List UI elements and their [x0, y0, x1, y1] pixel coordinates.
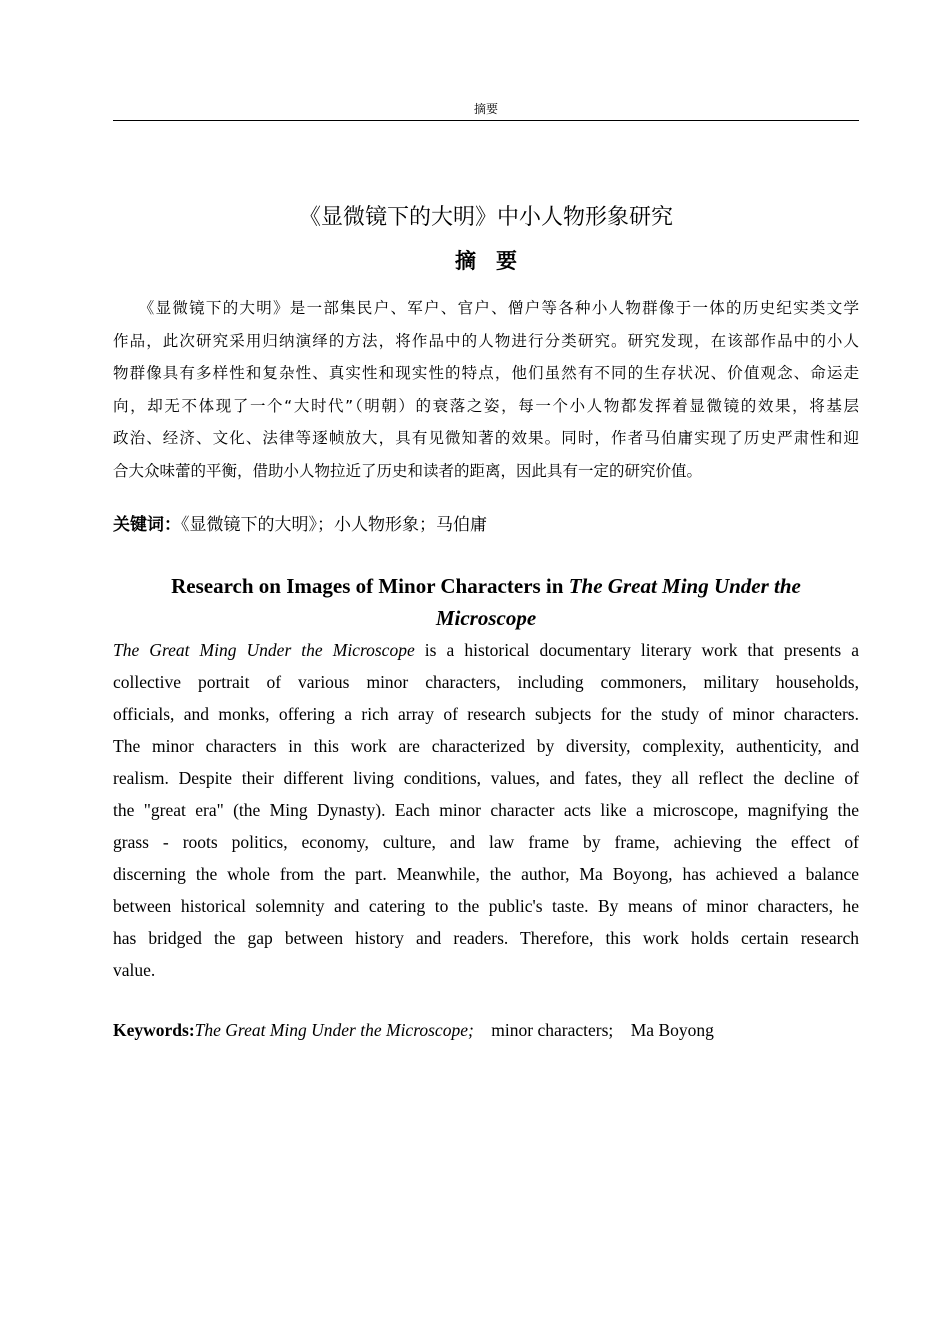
- text-line: [113, 634, 859, 666]
- text-line: 物群像具有多样性和复杂性、真实性和现实性的特点，他们虽然有不同的生存状况、价值观念、命运走: [113, 364, 859, 382]
- text-line: The minor characters in this work are characterized by diversity, complexity, authenticity, and: [113, 736, 859, 756]
- keywords-value: minor characters; Ma Boyong: [473, 1020, 714, 1040]
- text-line: 作品，此次研究采用归纳演绎的方法，将作品中的人物进行分类研究。研究发现，在该部作品中的小人: [113, 331, 859, 350]
- english-abstract-body: [113, 634, 859, 986]
- text-line: discerning the whole from the part. Meanwhile, the author, Ma Boyong, has achieved a balance: [113, 864, 859, 884]
- text-line: 向，却无不体现了一个“大时代”（明朝）的衰落之姿，每一个小人物都发挥着显微镜的效果，将基层: [113, 396, 859, 415]
- text-line: has bridged the gap between history and readers. Therefore, this work holds certain research: [113, 928, 859, 948]
- keywords-label: 关键词：: [113, 515, 181, 535]
- english-title: [113, 570, 859, 634]
- text-line: between historical solemnity and catering to the public's taste. By means of minor characters, he: [113, 896, 859, 916]
- title-italic-line2: Microscope: [435, 606, 537, 630]
- text-line: officials, and monks, offering a rich array of research subjects for the study of minor characters.: [113, 704, 859, 724]
- chinese-keywords: [113, 510, 487, 535]
- text-line: value.: [113, 960, 156, 980]
- keywords-label: Keywords:: [113, 1020, 195, 1040]
- text-line: collective portrait of various minor characters, including commoners, military households,: [113, 672, 859, 692]
- keywords-italic: The Great Ming Under the Microscope;: [194, 1020, 474, 1040]
- chinese-abstract-body: [113, 292, 859, 487]
- text-line: 政治、经济、文化、法律等逐帧放大，具有见微知著的效果。同时，作者马伯庸实现了历史严肃性和迎: [113, 429, 859, 447]
- title-italic: The Great Ming Under the: [568, 574, 801, 598]
- page-header: 摘要: [473, 102, 498, 116]
- title-plain: Research on Images of Minor Characters in: [171, 574, 569, 598]
- text-line: the "great era" (the Ming Dynasty). Each minor character acts like a microscope, magnifying the: [113, 800, 859, 820]
- header-rule: [113, 120, 859, 121]
- text-line: 《显微镜下的大明》是一部集民户、军户、官户、僧户等各种小人物群像于一体的历史纪实类文学: [113, 299, 859, 317]
- chinese-abstract-heading: 摘要: [455, 249, 537, 273]
- keywords-value: 《显微镜下的大明》；小人物形象；马伯庸: [181, 515, 487, 535]
- book-title: The Great Ming Under the Microscope: [113, 640, 415, 660]
- text-span: is a historical documentary literary work that presents a: [414, 640, 859, 660]
- english-keywords: [113, 1020, 714, 1041]
- text-line: grass - roots politics, economy, culture, and law frame by frame, achieving the effect of: [113, 832, 859, 852]
- chinese-title: 《显微镜下的大明》中小人物形象研究: [298, 205, 673, 230]
- text-line: realism. Despite their different living conditions, values, and fates, they all reflect the decline of: [113, 768, 859, 788]
- text-line: 合大众味蕾的平衡，借助小人物拉近了历史和读者的距离，因此具有一定的研究价值。: [113, 461, 703, 480]
